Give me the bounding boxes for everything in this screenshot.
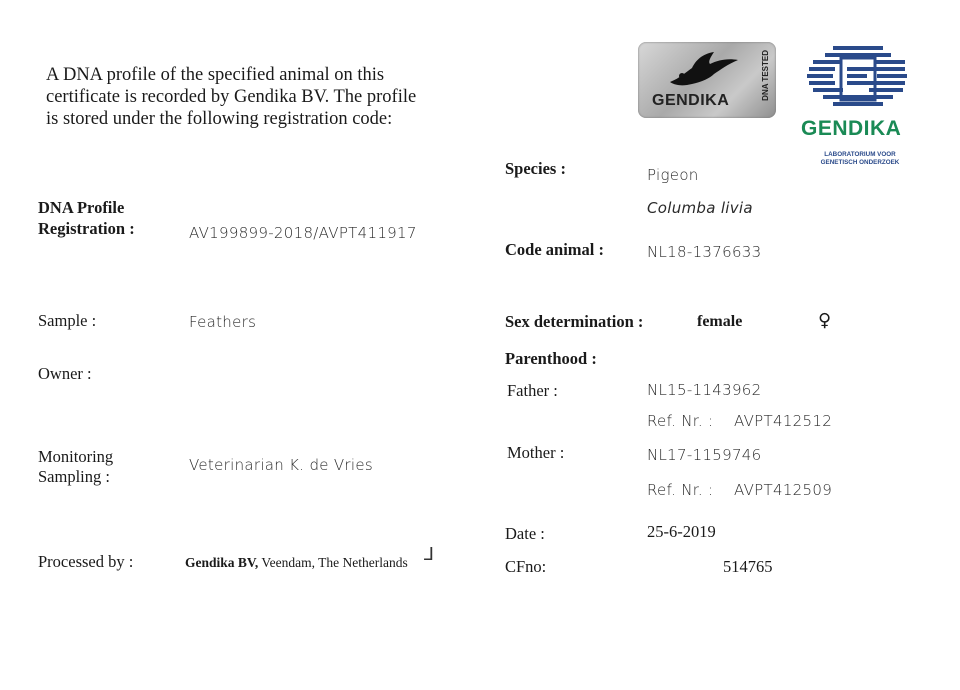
dna-profile-label: DNA Profile <box>38 198 125 217</box>
processed-by-value <box>185 555 408 571</box>
dna-tested-seal <box>638 42 776 118</box>
cfno-label: CFno: <box>505 557 547 576</box>
sample-value: Feathers <box>189 313 257 331</box>
code-animal-value: NL18-1376633 <box>647 243 762 261</box>
mother-ref-label: Ref. Nr. : <box>647 481 714 499</box>
female-symbol-icon: ♀ <box>818 310 832 331</box>
seal-brand: GENDIKA <box>652 92 730 109</box>
parenthood-label: Parenthood : <box>505 349 597 368</box>
sampling-label: Sampling : <box>38 467 110 486</box>
species-common-value: Pigeon <box>647 166 699 184</box>
code-animal-label: Code animal : <box>505 240 604 259</box>
monitoring-label: Monitoring <box>38 447 114 466</box>
date-value: 25-6-2019 <box>647 522 716 541</box>
species-label: Species : <box>505 159 566 178</box>
processed-by-location: Veendam, The Netherlands <box>258 555 408 570</box>
species-latin-value: Columba livia <box>647 199 753 217</box>
intro-text: A DNA profile of the specified animal on this certificate is recorded by Gendika BV. The profile is stored under the following registration code: <box>46 65 417 129</box>
pigeon-icon <box>662 48 742 90</box>
father-value: NL15-1143962 <box>647 381 762 399</box>
logo-subtitle: LABORATORIUM VOOR GENETISCH ONDERZOEK <box>820 151 900 166</box>
cfno-value: 514765 <box>723 557 773 576</box>
monitoring-value: Veterinarian K. de Vries <box>189 456 373 474</box>
date-label: Date : <box>505 524 545 543</box>
gendika-logo-icon <box>803 44 913 114</box>
father-ref-label: Ref. Nr. : <box>647 412 714 430</box>
father-ref-value: AVPT412512 <box>734 412 833 430</box>
father-label: Father : <box>507 381 558 400</box>
sex-value: female <box>697 313 743 330</box>
check-mark-icon: ᒧ <box>423 544 434 564</box>
registration-label: Registration : <box>38 219 135 238</box>
processed-by-label: Processed by : <box>38 552 134 571</box>
sample-label: Sample : <box>38 311 97 330</box>
mother-value: NL17-1159746 <box>647 446 762 464</box>
registration-value: AV199899-2018/AVPT411917 <box>189 224 417 242</box>
seal-side-text: DNA TESTED <box>761 50 770 101</box>
processed-by-company: Gendika BV, <box>185 555 259 570</box>
mother-ref-value: AVPT412509 <box>734 481 833 499</box>
mother-label: Mother : <box>507 443 565 462</box>
logo-name: GENDIKA <box>801 117 902 140</box>
sex-determination-label: Sex determination : <box>505 312 644 331</box>
owner-label: Owner : <box>38 364 92 383</box>
